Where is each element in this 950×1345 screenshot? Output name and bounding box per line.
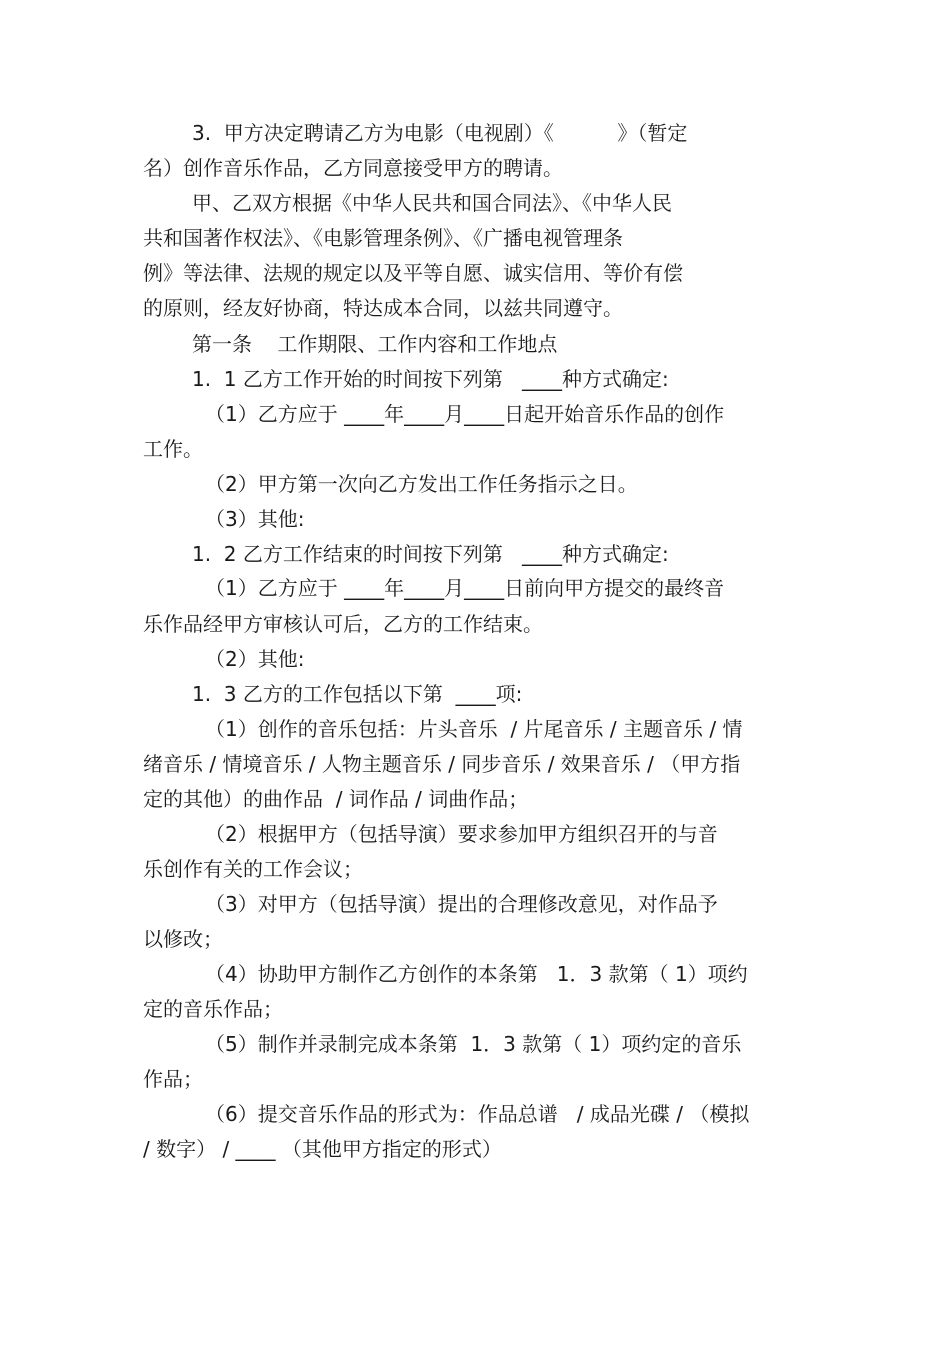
text-line: （2）其他: <box>205 647 305 671</box>
text-line: 绪音乐 / 情境音乐 / 人物主题音乐 / 同步音乐 / 效果音乐 / （甲方指 <box>143 752 741 776</box>
text-line: 名）创作音乐作品，乙方同意接受甲方的聘请。 <box>143 156 563 180</box>
text-line: （3）对甲方（包括导演）提出的合理修改意见，对作品予 <box>205 892 718 916</box>
text-line: 1. 2 乙方工作结束的时间按下列第 ____种方式确定: <box>192 542 669 566</box>
text-line: 定的音乐作品； <box>143 997 283 1021</box>
text-line: （1）创作的音乐包括：片头音乐 / 片尾音乐 / 主题音乐 / 情 <box>205 717 743 741</box>
text-line: 3. 甲方决定聘请乙方为电影（电视剧）《 》（暂定 <box>192 121 688 145</box>
section-heading: 第一条 工作期限、工作内容和工作地点 <box>192 332 558 356</box>
text-line: （1）乙方应于 ____年____月____日前向甲方提交的最终音 <box>205 576 725 600</box>
text-line: （2）甲方第一次向乙方发出工作任务指示之日。 <box>205 472 638 496</box>
text-line: （6）提交音乐作品的形式为：作品总谱 / 成品光碟 / （模拟 <box>205 1102 750 1126</box>
text-line: 1. 1 乙方工作开始的时间按下列第 ____种方式确定: <box>192 367 669 391</box>
text-line: / 数字） / ____ （其他甲方指定的形式） <box>143 1137 502 1161</box>
text-line: 例》等法律、法规的规定以及平等自愿、诚实信用、等价有偿 <box>143 261 683 285</box>
text-line: 1. 3 乙方的工作包括以下第 ____项: <box>192 682 523 706</box>
text-line: 甲、乙双方根据《中华人民共和国合同法》、《中华人民 <box>192 191 672 215</box>
text-line: 的原则，经友好协商，特达成本合同，以兹共同遵守。 <box>143 296 623 320</box>
text-line: 乐作品经甲方审核认可后，乙方的工作结束。 <box>143 612 543 636</box>
text-line: 定的其他）的曲作品 / 词作品 / 词曲作品； <box>143 787 529 811</box>
text-line: 共和国著作权法》、《电影管理条例》、《广播电视管理条 <box>143 226 623 250</box>
text-line: （1）乙方应于 ____年____月____日起开始音乐作品的创作 <box>205 402 725 426</box>
text-line: 工作。 <box>143 437 203 461</box>
text-line: （4）协助甲方制作乙方创作的本条第 1．3 款第（ 1）项约 <box>205 962 748 986</box>
text-line: （5）制作并录制完成本条第 1．3 款第（ 1）项约定的音乐 <box>205 1032 742 1056</box>
text-line: 乐创作有关的工作会议； <box>143 857 363 881</box>
text-line: 作品； <box>143 1067 203 1091</box>
text-line: （2）根据甲方（包括导演）要求参加甲方组织召开的与音 <box>205 822 718 846</box>
text-line: （3）其他: <box>205 507 305 531</box>
text-line: 以修改； <box>143 927 223 951</box>
